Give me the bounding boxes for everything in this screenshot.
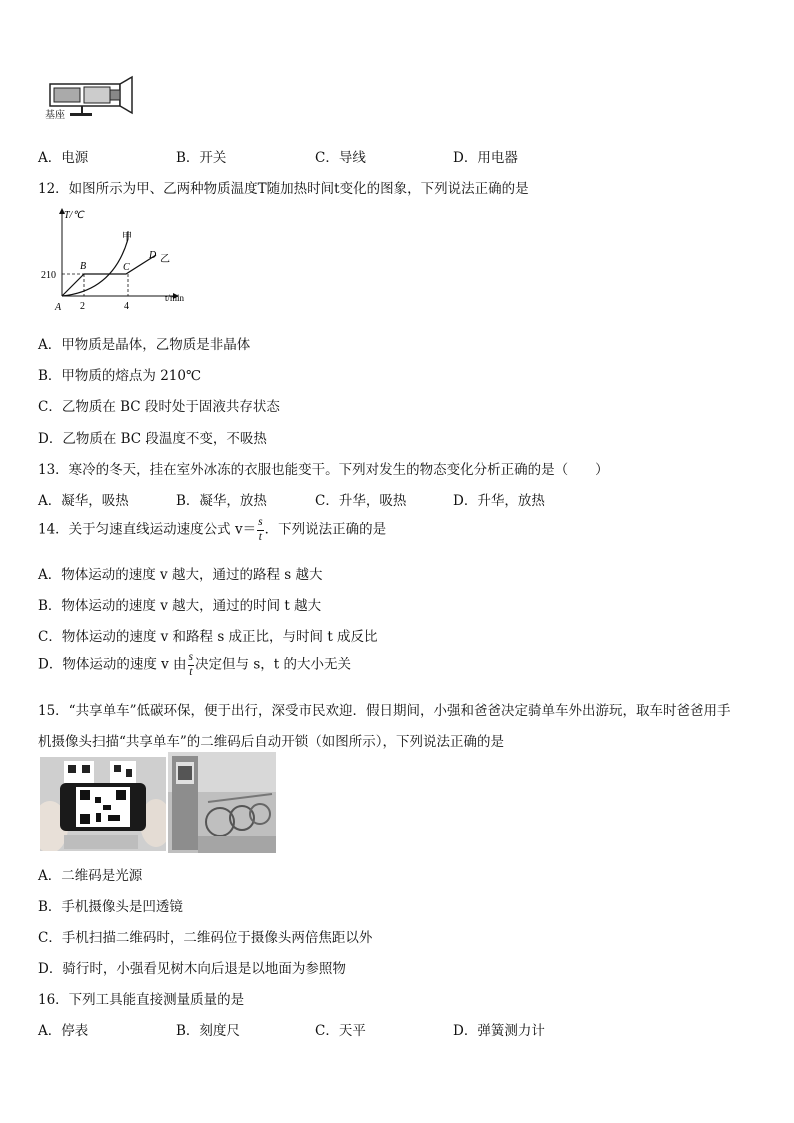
q16-stem: 16．下列工具能直接测量质量的是 — [38, 992, 245, 1008]
q12-graph — [38, 203, 198, 315]
q13-stem: 13．寒冷的冬天，挂在室外冰冻的衣服也能变干。下列对发生的物态变化分析正确的是（ ） — [38, 462, 609, 478]
q14-stem-post: ．下列说法正确的是 — [264, 521, 387, 538]
q15-stem-line2: 机摄像头扫描“共享单车”的二维码后自动开锁（如图所示），下列说法正确的是 — [38, 734, 505, 750]
fraction-numerator: s — [257, 517, 263, 531]
q14-option-c[interactable]: C．物体运动的速度 v 和路程 s 成正比，与时间 t 成反比 — [38, 629, 378, 645]
q16-option-d[interactable]: D．弹簧测力计 — [453, 1023, 545, 1039]
temperature-time-graph — [38, 203, 198, 315]
q11-option-c[interactable]: C．导线 — [315, 150, 366, 166]
label-jia: 甲 — [122, 232, 132, 243]
q15-option-b[interactable]: B．手机摄像头是凹透镜 — [38, 899, 183, 915]
curve-yi — [62, 255, 156, 296]
q11-option-b[interactable]: B．开关 — [176, 150, 227, 166]
q14-option-d[interactable] — [38, 652, 351, 678]
point-d: D — [149, 250, 157, 261]
q11-option-d[interactable]: D．用电器 — [453, 150, 518, 166]
q14-option-d-pre: D．物体运动的速度 v 由 — [38, 656, 187, 673]
q15-option-a[interactable]: A．二维码是光源 — [38, 868, 143, 884]
point-c: C — [123, 262, 130, 273]
fraction-numerator: s — [188, 652, 194, 666]
q13-option-c[interactable]: C．升华，吸热 — [315, 493, 407, 509]
q14-option-d-post: 决定但与 s，t 的大小无关 — [195, 656, 351, 673]
q14-formula-fraction — [257, 517, 263, 543]
fraction-denominator: t — [189, 665, 193, 678]
x-tick-2: 2 — [80, 301, 85, 312]
point-b: B — [80, 261, 87, 272]
q14-stem — [38, 517, 386, 543]
q14-stem-pre: 14．关于匀速直线运动速度公式 v＝ — [38, 521, 257, 538]
q12-option-d[interactable]: D．乙物质在 BC 段温度不变，不吸热 — [38, 431, 267, 447]
q11-figure — [44, 72, 140, 122]
q14-option-a[interactable]: A．物体运动的速度 v 越大，通过的路程 s 越大 — [38, 567, 323, 583]
q15-option-c[interactable]: C．手机扫描二维码时，二维码位于摄像头两倍焦距以外 — [38, 930, 373, 946]
y-tick-210: 210 — [41, 270, 56, 281]
x-axis-label: t/min — [165, 293, 185, 303]
y-axis-label: T/℃ — [64, 210, 84, 221]
label-yi: 乙 — [160, 254, 170, 265]
q15-photo-qr-scan — [40, 757, 166, 851]
fraction-denominator: t — [258, 530, 262, 543]
q12-option-a[interactable]: A．甲物质是晶体，乙物质是非晶体 — [38, 337, 251, 353]
q12-stem: 12．如图所示为甲、乙两种物质温度T随加热时间t变化的图象，下列说法正确的是 — [38, 181, 529, 197]
q11-option-a[interactable]: A．电源 — [38, 150, 89, 166]
q16-option-b[interactable]: B．刻度尺 — [176, 1023, 240, 1039]
x-tick-4: 4 — [124, 301, 129, 312]
q13-option-b[interactable]: B．凝华，放热 — [176, 493, 267, 509]
base-label: 基座 — [45, 110, 65, 121]
q13-option-d[interactable]: D．升华，放热 — [453, 493, 545, 509]
q14-option-b[interactable]: B．物体运动的速度 v 越大，通过的时间 t 越大 — [38, 598, 322, 614]
q15-photo-bikes — [168, 752, 276, 853]
q15-stem-line1: 15．“共享单车”低碳环保，便于出行，深受市民欢迎．假日期间，小强和爸爸决定骑单车外出游玩，取车时爸爸用手 — [38, 703, 731, 719]
q15-option-d[interactable]: D．骑行时，小强看见树木向后退是以地面为参照物 — [38, 961, 346, 977]
q12-option-c[interactable]: C．乙物质在 BC 段时处于固液共存状态 — [38, 399, 280, 415]
q12-option-b[interactable]: B．甲物质的熔点为 210℃ — [38, 368, 202, 384]
q16-option-c[interactable]: C．天平 — [315, 1023, 366, 1039]
curve-jia — [62, 239, 128, 296]
point-a: A — [55, 302, 62, 313]
q16-option-a[interactable]: A．停表 — [38, 1023, 89, 1039]
q14-option-d-fraction — [188, 652, 194, 678]
q13-option-a[interactable]: A．凝华，吸热 — [38, 493, 129, 509]
